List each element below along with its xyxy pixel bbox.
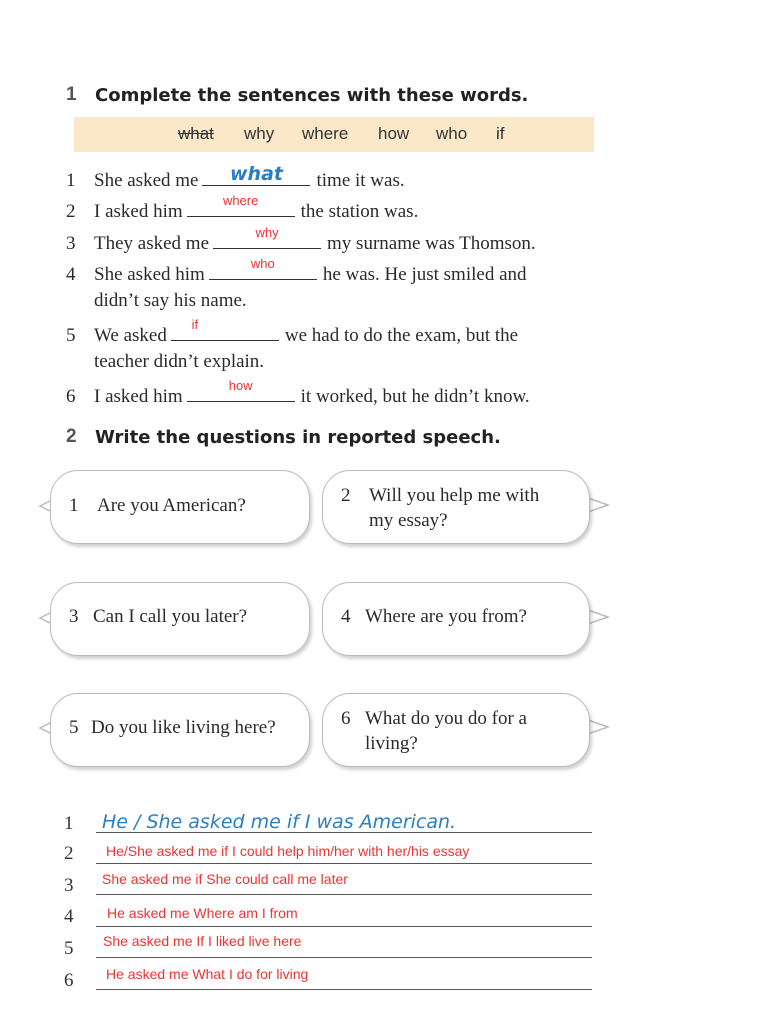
answer-text-input[interactable]: He/She asked me if I could help him/her with her/his essay	[106, 843, 470, 859]
sentence-number: 6	[66, 386, 76, 407]
bubble-text: Can I call you later?	[93, 606, 248, 627]
word-bank-item: why	[244, 124, 275, 143]
word-bank-item: if	[496, 124, 505, 143]
answer-text: how	[228, 378, 253, 393]
sentence-text: We asked	[94, 325, 167, 346]
sentence-text: the station was.	[300, 201, 419, 222]
sentence-4-continued: didn’t say his name.	[94, 290, 247, 311]
word-bank-item: where	[302, 124, 349, 143]
sentence-text: She asked him	[94, 264, 205, 285]
speech-bubble-4	[322, 582, 590, 656]
answer-number: 1	[64, 813, 74, 834]
answer-number: 4	[64, 906, 74, 927]
answer-text: what	[229, 163, 283, 185]
sentence-text: They asked me	[94, 233, 210, 254]
exercise-1-number: 1	[66, 84, 77, 105]
sentence-number: 5	[66, 325, 76, 346]
bubble-number: 1	[69, 495, 79, 516]
sentence-text: it worked, but he didn’t know.	[300, 386, 530, 407]
bubble-text: What do you do for a	[365, 708, 527, 729]
sentence-text: he was. He just smiled and	[322, 264, 527, 285]
answer-text-input[interactable]: She asked me if She could call me later	[102, 871, 348, 887]
bubble-number: 3	[69, 606, 79, 627]
bubble-number: 5	[69, 717, 79, 738]
answer-line	[96, 863, 592, 864]
tail-right-6	[588, 720, 608, 734]
answer-text-input[interactable]: She asked me If I liked live here	[103, 933, 302, 949]
answer-text: where	[222, 193, 259, 208]
bubble-number: 2	[341, 485, 351, 506]
word-bank-item: what	[178, 124, 214, 143]
sentence-number: 3	[66, 233, 76, 254]
answer-line	[96, 926, 592, 927]
tail-right-2	[588, 498, 608, 512]
answer-line	[96, 957, 592, 958]
word-bank-item: how	[378, 124, 410, 143]
sentence-text: I asked him	[94, 201, 183, 222]
answer-number: 2	[64, 843, 74, 864]
bubble-number: 4	[341, 606, 351, 627]
answer-text-input[interactable]: He / She asked me if I was American.	[102, 811, 457, 833]
answer-text: if	[191, 317, 199, 332]
speech-bubble-1	[50, 470, 310, 544]
speech-bubble-3	[50, 582, 310, 656]
bubble-text-line2: living?	[365, 733, 418, 754]
answer-line	[96, 894, 592, 895]
bubble-text: Do you like living here?	[91, 717, 276, 738]
answer-text-input[interactable]: He asked me Where am I from	[107, 905, 298, 921]
sentence-text: my surname was Thomson.	[327, 233, 536, 254]
sentence-number: 2	[66, 201, 76, 222]
sentence-text: She asked me	[94, 170, 199, 191]
exercise-2-title: Write the questions in reported speech.	[95, 427, 501, 448]
bubble-text-line2: my essay?	[369, 510, 448, 531]
sentence-number: 1	[66, 170, 76, 191]
speech-bubble-2	[322, 470, 590, 544]
sentence-text: we had to do the exam, but the	[284, 325, 519, 346]
answer-text: why	[255, 225, 279, 240]
bubble-number: 6	[341, 708, 351, 729]
tail-right-4	[588, 610, 608, 624]
bubble-text: Where are you from?	[365, 606, 527, 627]
answer-line	[96, 989, 592, 990]
bubble-text: Are you American?	[97, 495, 246, 516]
answer-text-input[interactable]: He asked me What I do for living	[106, 966, 309, 982]
answer-number: 6	[64, 970, 74, 991]
exercise-1-title: Complete the sentences with these words.	[95, 85, 529, 106]
speech-bubble-5	[50, 693, 310, 767]
sentence-5-continued: teacher didn’t explain.	[94, 351, 265, 372]
sentence-number: 4	[66, 264, 76, 285]
word-bank-item: who	[436, 124, 468, 143]
sentence-text: I asked him	[94, 386, 183, 407]
bubble-text: Will you help me with	[369, 485, 540, 506]
speech-bubble-6	[322, 693, 590, 767]
answer-text: who	[250, 256, 275, 271]
sentence-text: time it was.	[316, 170, 405, 191]
answer-number: 5	[64, 938, 74, 959]
exercise-2-number: 2	[66, 426, 77, 447]
answer-number: 3	[64, 875, 74, 896]
